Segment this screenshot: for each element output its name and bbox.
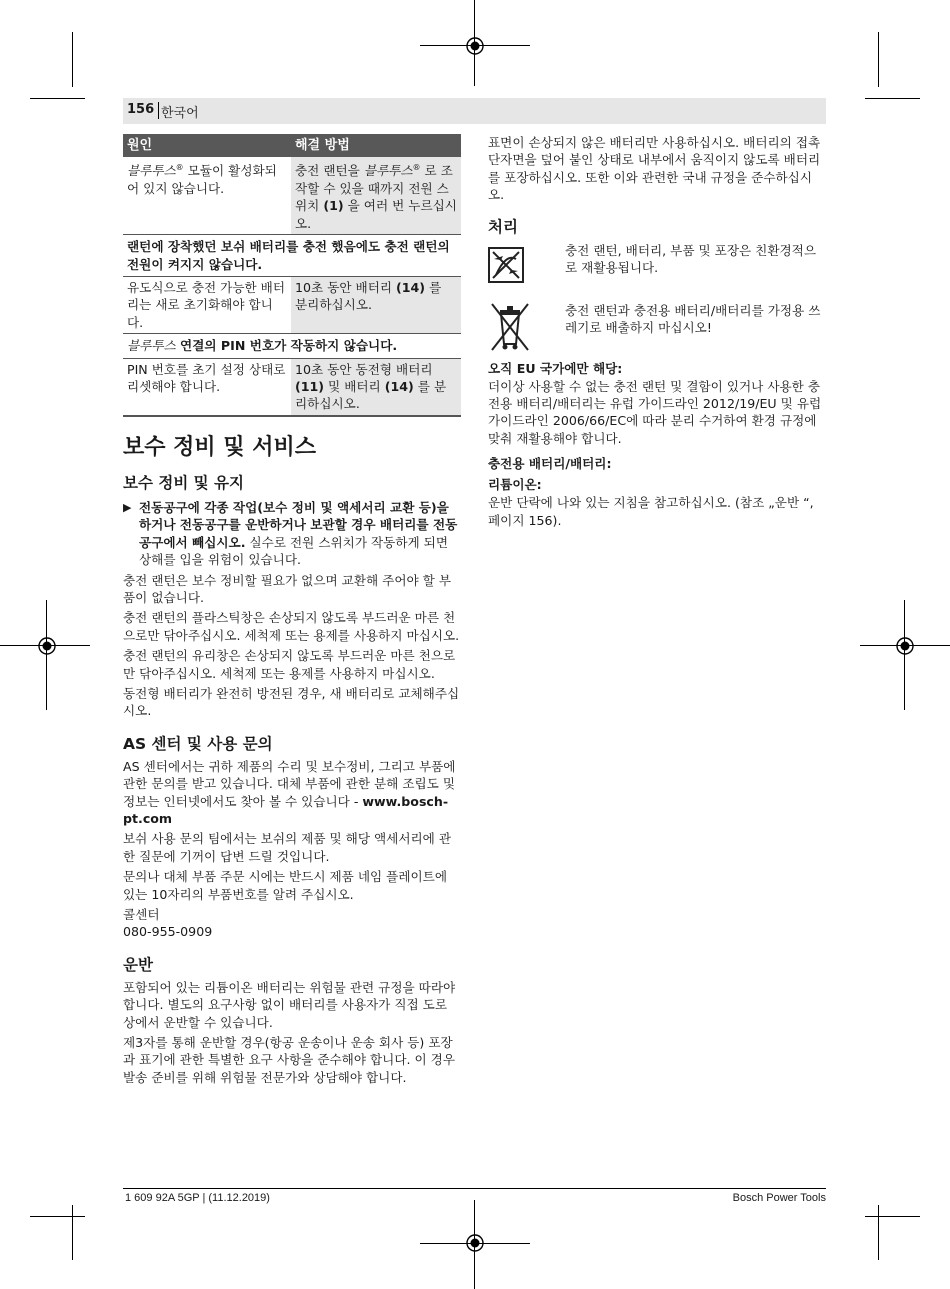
right-column — [488, 134, 826, 532]
bullet-triangle-icon: ▶ — [123, 500, 132, 514]
paragraph: 제3자를 통해 운반할 경우(항공 운송이나 운송 회사 등) 포장과 표기에 관한 특별한 요구 사항을 준수해야 합니다. 이 경우 발송 준비를 위해 위험물 전문가와 상담해야 합니다. — [123, 1035, 456, 1085]
paragraph: AS 센터에서는 귀하 제품의 수리 및 보수정비, 그리고 부품에 관한 문의를 받고 있습니다. 대체 부품에 관한 분해 조립도 및 정보는 인터넷에서도 찾아 볼 수 있습니다 - www.bosch-pt.com — [123, 758, 456, 826]
table-row — [123, 157, 461, 234]
footer-brand: Bosch Power Tools — [732, 1192, 826, 1204]
table-row — [123, 277, 461, 334]
paragraph: 충전 랜턴의 유리창은 손상되지 않도록 부드러운 마른 천으로만 닦아주십시오. 세척제 또는 용제를 사용하지 마십시오. — [123, 648, 456, 681]
table-row — [123, 358, 461, 416]
subsection-title: AS 센터 및 사용 문의 — [123, 734, 273, 753]
crop-mark — [30, 1216, 85, 1217]
cause-cell: 블루투스® 모듈이 활성화되어 있지 않습니다. — [127, 163, 277, 196]
solution-cell: 10초 동안 동전형 배터리 (11) 및 배터리 (14) 를 분리하십시오. — [291, 358, 461, 416]
paragraph: 운반 단락에 나와 있는 지침을 참고하십시오. (참조 „운반 “, 페이지 156). — [488, 495, 814, 528]
table-section-row: 랜턴에 장착했던 보쉬 배터리를 충전 했음에도 충전 랜턴의 전원이 켜지지 않습니다. — [123, 235, 461, 277]
disposal-item — [488, 242, 826, 290]
paragraph: 충전 랜턴의 플라스틱창은 손상되지 않도록 부드러운 마른 천으로만 닦아주십시오. 세척제 또는 용제를 사용하지 마십시오. — [123, 610, 460, 643]
paragraph: 더이상 사용할 수 없는 충전 랜턴 및 결함이 있거나 사용한 충전용 배터리/배터리는 유럽 가이드라인 2012/19/EU 및 유럽 가이드라인 2006/66/EC에 따라 분리 수거하여 환경 규정에 맞춰 재활용해야 합니다. — [488, 378, 822, 446]
crop-mark — [30, 98, 85, 99]
table-section-row: 블루투스 연결의 PIN 번호가 작동하지 않습니다. — [123, 334, 461, 358]
paragraph: 문의나 대체 부품 주문 시에는 반드시 제품 네임 플레이트에 있는 10자리의 부품번호를 알려 주십시오. — [123, 869, 447, 902]
subsection-title: 운반 — [123, 955, 153, 974]
subsection-title: 처리 — [488, 217, 518, 236]
registration-mark-icon — [894, 635, 916, 657]
left-column — [123, 134, 463, 1089]
paragraph: 충전 랜턴은 보수 정비할 필요가 없으며 교환해 주어야 할 부품이 없습니다. — [123, 572, 452, 605]
warning-item: ▶ 전동공구에 각종 작업(보수 정비 및 액세서리 교환 등)을 하거나 전동공구를 운반하거나 보관할 경우 배터리를 전동공구에서 빼십시오. 실수로 전원 스위치가 작동하게 되면 상해를 입을 위험이 있습니다. — [123, 499, 458, 568]
footer-divider — [123, 1188, 826, 1189]
crop-mark — [865, 98, 920, 99]
crop-mark — [865, 1216, 920, 1217]
disposal-item — [488, 300, 826, 360]
eu-title: 오직 EU 국가에만 해당: — [488, 360, 623, 376]
crop-mark — [878, 1205, 879, 1260]
crop-mark — [72, 1205, 73, 1260]
paragraph: 표면이 손상되지 않은 배터리만 사용하십시오. 배터리의 접촉 단자면을 덮어 붙인 상태로 내부에서 움직이지 않도록 배터리를 포장하십시오. 또한 이와 관련한 국내 규정을 준수하십시오. — [488, 135, 821, 203]
crossed-bin-icon — [488, 300, 532, 354]
callcenter-number: 080-955-0909 — [123, 924, 213, 940]
crop-mark — [878, 32, 879, 87]
website-link[interactable]: www.bosch-pt.com — [123, 793, 449, 826]
paragraph: 동전형 배터리가 완전히 방전된 경우, 새 배터리로 교체해주십시오. — [123, 685, 460, 719]
cause-cell: 유도식으로 충전 가능한 배터리는 새로 초기화해야 합니다. — [127, 280, 285, 330]
disposal-text: 충전 랜턴, 배터리, 부품 및 포장은 친환경적으로 재활용됩니다. — [565, 242, 817, 276]
page-header — [123, 98, 826, 124]
solution-cell: 10초 동안 배터리 (14) 를 분리하십시오. — [291, 277, 461, 334]
crop-mark — [72, 32, 73, 87]
page-number: 156 — [127, 102, 155, 117]
battery-title: 충전용 배터리/배터리: — [488, 456, 612, 472]
solution-cell: 충전 랜턴을 블루투스® 로 조작할 수 있을 때까지 전원 스위치 (1) 을 여러 번 누르십시오. — [291, 157, 461, 234]
recycle-symbol-icon — [488, 247, 524, 283]
col-cause-header: 원인 — [123, 134, 291, 157]
liion-title: 리튬이온: — [488, 477, 542, 493]
language-label: 한국어 — [161, 106, 199, 121]
subsection-title: 보수 정비 및 유지 — [123, 473, 245, 492]
registration-mark-icon — [464, 1232, 486, 1254]
paragraph: 보쉬 사용 문의 팀에서는 보쉬의 제품 및 해당 액세서리에 관한 질문에 기꺼이 답변 드릴 것입니다. — [123, 831, 452, 864]
troubleshooting-table — [123, 134, 461, 417]
disposal-text: 충전 랜턴과 충전용 배터리/배터리를 가정용 쓰레기로 배출하지 마십시오! — [565, 302, 821, 336]
paragraph: 포함되어 있는 리튬이온 배터리는 위험물 관련 규정을 따라야 합니다. 별도의 요구사항 없이 배터리를 사용자가 직접 도로 상에서 운반할 수 있습니다. — [123, 979, 456, 1030]
callcenter-label: 콜센터 — [123, 907, 160, 922]
registration-mark-icon — [36, 635, 58, 657]
registration-mark-icon — [464, 35, 486, 57]
footer-doc-id: 1 609 92A 5GP | (11.12.2019) — [125, 1192, 270, 1204]
col-solution-header: 해결 방법 — [291, 134, 461, 157]
cause-cell: PIN 번호를 초기 설정 상태로 리셋해야 합니다. — [123, 358, 291, 416]
section-title: 보수 정비 및 서비스 — [123, 434, 316, 460]
header-divider — [158, 102, 159, 119]
